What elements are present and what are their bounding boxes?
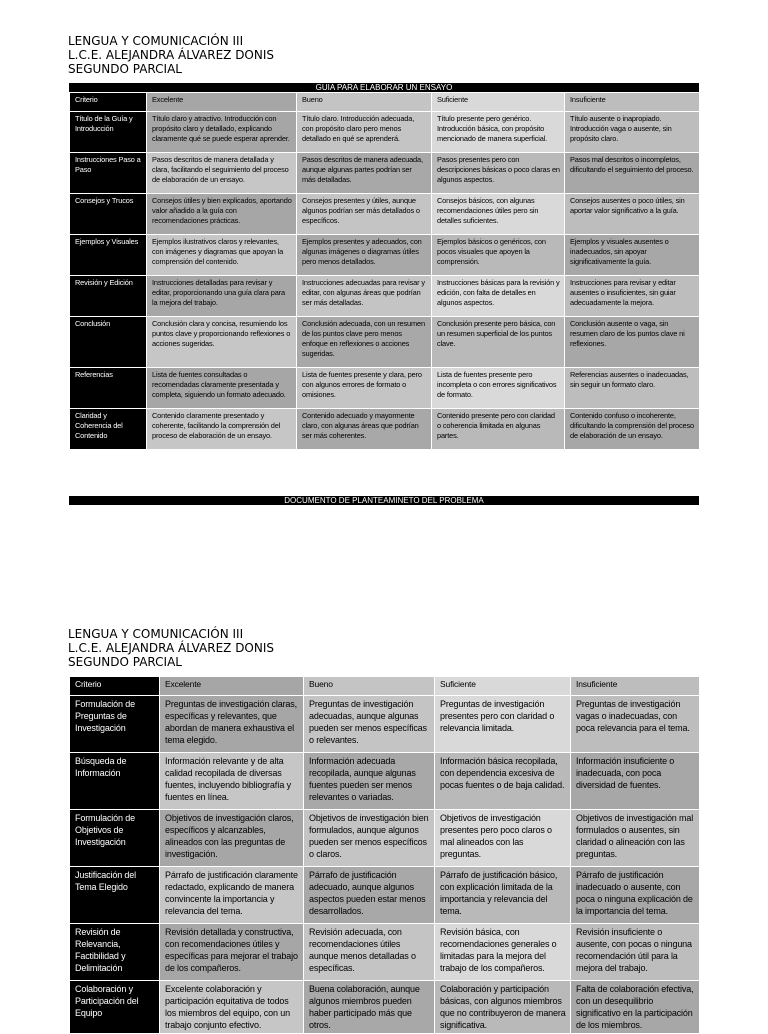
criterion-cell: Instrucciones Paso a Paso [70,153,147,194]
table-row [70,409,700,450]
insufficient-cell: Consejos ausentes o poco útiles, sin aportar valor significativo a la guía. [565,194,700,235]
excellent-cell: Información relevante y de alta calidad recopilada de diversas fuentes, incluyendo bibliografía y fuentes en línea. [160,753,304,810]
essay-guide-rubric [69,92,700,450]
table-header-row [70,93,700,112]
excellent-cell: Objetivos de investigación claros, específicos y alcanzables, alineados con las preguntas de investigación. [160,810,304,867]
excellent-cell: Contenido claramente presentado y coherente, facilitando la comprensión del proceso de elaboración de un ensayo. [147,409,297,450]
table-row [70,112,700,153]
table-row [70,368,700,409]
table-row [70,276,700,317]
table-row [70,867,700,924]
criterion-cell: Título de la Guía y Introducción [70,112,147,153]
column-header-sufficient: Suficiente [432,93,565,112]
table-row [70,235,700,276]
excellent-cell: Párrafo de justificación claramente redactado, explicando de manera convincente la importancia y relevancia del tema. [160,867,304,924]
excellent-cell: Título claro y atractivo. Introducción con propósito claro y detallado, explicando claramente qué se puede esperar aprender. [147,112,297,153]
insufficient-cell: Referencias ausentes o inadecuadas, sin seguir un formato claro. [565,368,700,409]
insufficient-cell: Instrucciones para revisar y editar ausentes o insuficientes, sin guiar adecuadamente la mejora. [565,276,700,317]
insufficient-cell: Objetivos de investigación mal formulados o ausentes, sin claridad o alineación con las preguntas. [571,810,700,867]
good-cell: Consejos presentes y útiles, aunque algunos podrían ser más detallados o específicos. [297,194,432,235]
sufficient-cell: Información básica recopilada, con dependencia excesiva de pocas fuentes o de baja calidad. [435,753,571,810]
insufficient-cell: Falta de colaboración efectiva, con un desequilibrio significativo en la participación de los miembros. [571,981,700,1034]
sufficient-cell: Título presente pero genérico. Introducción básica, con propósito mencionado de manera superficial. [432,112,565,153]
sufficient-cell: Objetivos de investigación presentes pero poco claros o mal alineados con las preguntas. [435,810,571,867]
good-cell: Revisión adecuada, con recomendaciones útiles aunque menos detalladas o específicas. [304,924,435,981]
good-cell: Instrucciones adecuadas para revisar y editar, con algunas áreas que podrían ser más detalladas. [297,276,432,317]
good-cell: Título claro. Introducción adecuada, con propósito claro pero menos detallado en qué se aprenderá. [297,112,432,153]
insufficient-cell: Revisión insuficiente o ausente, con pocas o ninguna recomendación útil para la mejora del trabajo. [571,924,700,981]
column-header-criterion: Criterio [70,677,160,696]
criterion-cell: Consejos y Trucos [70,194,147,235]
insufficient-cell: Pasos mal descritos o incompletos, dificultando el seguimiento del proceso. [565,153,700,194]
term-label: SEGUNDO PARCIAL [68,62,182,76]
teacher-name: L.C.E. ALEJANDRA ÁLVAREZ DONIS [68,641,275,655]
excellent-cell: Lista de fuentes consultadas o recomendadas claramente presentada y completa, siguiendo un formato adecuado. [147,368,297,409]
criterion-cell: Revisión de Relevancia, Factibilidad y Delimitación [70,924,160,981]
table-row [70,981,700,1034]
excellent-cell: Conclusión clara y concisa, resumiendo los puntos clave y proporcionando reflexiones o acciones sugeridas. [147,317,297,368]
insufficient-cell: Título ausente o inapropiado. Introducción vaga o ausente, sin propósito claro. [565,112,700,153]
criterion-cell: Claridad y Coherencia del Contenido [70,409,147,450]
sufficient-cell: Lista de fuentes presente pero incompleta o con errores significativos de formato. [432,368,565,409]
excellent-cell: Excelente colaboración y participación equitativa de todos los miembros del equipo, con un trabajo conjunto efectivo. [160,981,304,1034]
good-cell: Conclusión adecuada, con un resumen de los puntos clave pero menos enfoque en reflexiones o acciones sugeridas. [297,317,432,368]
table-row [70,753,700,810]
section-title-bar: DOCUMENTO DE PLANTEAMINETO DEL PROBLEMA [69,496,699,505]
good-cell: Objetivos de investigación bien formulados, aunque algunos pueden ser menos específicos o claros. [304,810,435,867]
criterion-cell: Referencias [70,368,147,409]
insufficient-cell: Información insuficiente o inadecuada, con poca diversidad de fuentes. [571,753,700,810]
table-row [70,194,700,235]
column-header-excellent: Excelente [147,93,297,112]
course-title: LENGUA Y COMUNICACIÓN III [68,34,244,48]
column-header-insufficient: Insuficiente [565,93,700,112]
criterion-cell: Búsqueda de Información [70,753,160,810]
excellent-cell: Revisión detallada y constructiva, con recomendaciones útiles y específicas para mejorar el trabajo de los compañeros. [160,924,304,981]
good-cell: Párrafo de justificación adecuado, aunque algunos aspectos pueden estar menos desarrollados. [304,867,435,924]
table-row [70,317,700,368]
sufficient-cell: Preguntas de investigación presentes pero con claridad o relevancia limitada. [435,696,571,753]
sufficient-cell: Párrafo de justificación básico, con explicación limitada de la importancia y relevancia del tema. [435,867,571,924]
sufficient-cell: Ejemplos básicos o genéricos, con pocos visuales que apoyen la comprensión. [432,235,565,276]
column-header-criterion: Criterio [70,93,147,112]
table-row [70,924,700,981]
sufficient-cell: Contenido presente pero con claridad o coherencia limitada en algunas partes. [432,409,565,450]
sufficient-cell: Conclusión presente pero básica, con un resumen superficial de los puntos clave. [432,317,565,368]
insufficient-cell: Párrafo de justificación inadecuado o ausente, con poca o ninguna explicación de la importancia del tema. [571,867,700,924]
good-cell: Preguntas de investigación adecuadas, aunque algunas pueden ser menos específicas o relevantes. [304,696,435,753]
insufficient-cell: Ejemplos y visuales ausentes o inadecuados, sin apoyar significativamente la guía. [565,235,700,276]
good-cell: Información adecuada recopilada, aunque algunas fuentes pueden ser menos relevantes o variadas. [304,753,435,810]
good-cell: Contenido adecuado y mayormente claro, con algunas áreas que podrían ser más coherentes. [297,409,432,450]
page-header-2 [68,627,274,669]
insufficient-cell: Preguntas de investigación vagas o inadecuadas, con poca relevancia para el tema. [571,696,700,753]
column-header-good: Bueno [304,677,435,696]
excellent-cell: Pasos descritos de manera detallada y clara, facilitando el seguimiento del proceso de elaboración de un ensayo. [147,153,297,194]
sufficient-cell: Instrucciones básicas para la revisión y edición, con falta de detalles en algunos aspectos. [432,276,565,317]
column-header-excellent: Excelente [160,677,304,696]
criterion-cell: Formulación de Objetivos de Investigación [70,810,160,867]
sufficient-cell: Pasos presentes pero con descripciones básicas o poco claras en algunos aspectos. [432,153,565,194]
insufficient-cell: Contenido confuso o incoherente, dificultando la comprensión del proceso de elaboración de un ensayo. [565,409,700,450]
sufficient-cell: Consejos básicos, con algunas recomendaciones útiles pero sin detalles suficientes. [432,194,565,235]
good-cell: Lista de fuentes presente y clara, pero con algunos errores de formato o omisiones. [297,368,432,409]
table-row [70,810,700,867]
table-header-row [70,677,700,696]
rubric-title-bar: GUIA PARA ELABORAR UN ENSAYO [69,83,699,92]
course-title: LENGUA Y COMUNICACIÓN III [68,627,244,641]
column-header-sufficient: Suficiente [435,677,571,696]
criterion-cell: Formulación de Preguntas de Investigación [70,696,160,753]
criterion-cell: Conclusión [70,317,147,368]
term-label: SEGUNDO PARCIAL [68,655,182,669]
good-cell: Buena colaboración, aunque algunos miembros pueden haber participado más que otros. [304,981,435,1034]
table-row [70,696,700,753]
excellent-cell: Ejemplos ilustrativos claros y relevantes, con imágenes y diagramas que apoyan la comprensión del contenido. [147,235,297,276]
insufficient-cell: Conclusión ausente o vaga, sin resumen claro de los puntos clave ni reflexiones. [565,317,700,368]
teacher-name: L.C.E. ALEJANDRA ÁLVAREZ DONIS [68,48,275,62]
criterion-cell: Revisión y Edición [70,276,147,317]
criterion-cell: Colaboración y Participación del Equipo [70,981,160,1034]
table-row [70,153,700,194]
criterion-cell: Ejemplos y Visuales [70,235,147,276]
excellent-cell: Consejos útiles y bien explicados, aportando valor añadido a la guía con recomendaciones prácticas. [147,194,297,235]
column-header-insufficient: Insuficiente [571,677,700,696]
sufficient-cell: Revisión básica, con recomendaciones generales o limitadas para la mejora del trabajo de los compañeros. [435,924,571,981]
excellent-cell: Preguntas de investigación claras, específicas y relevantes, que abordan de manera exhaustiva el tema elegido. [160,696,304,753]
excellent-cell: Instrucciones detalladas para revisar y editar, proporcionando una guía clara para la mejora del trabajo. [147,276,297,317]
sufficient-cell: Colaboración y participación básicas, con algunos miembros que no contribuyeron de manera significativa. [435,981,571,1034]
criterion-cell: Justificación del Tema Elegido [70,867,160,924]
good-cell: Pasos descritos de manera adecuada, aunque algunas partes podrían ser más detalladas. [297,153,432,194]
good-cell: Ejemplos presentes y adecuados, con algunas imágenes o diagramas útiles pero menos detallados. [297,235,432,276]
problem-statement-rubric [69,676,700,1034]
column-header-good: Bueno [297,93,432,112]
page-header [68,34,274,76]
